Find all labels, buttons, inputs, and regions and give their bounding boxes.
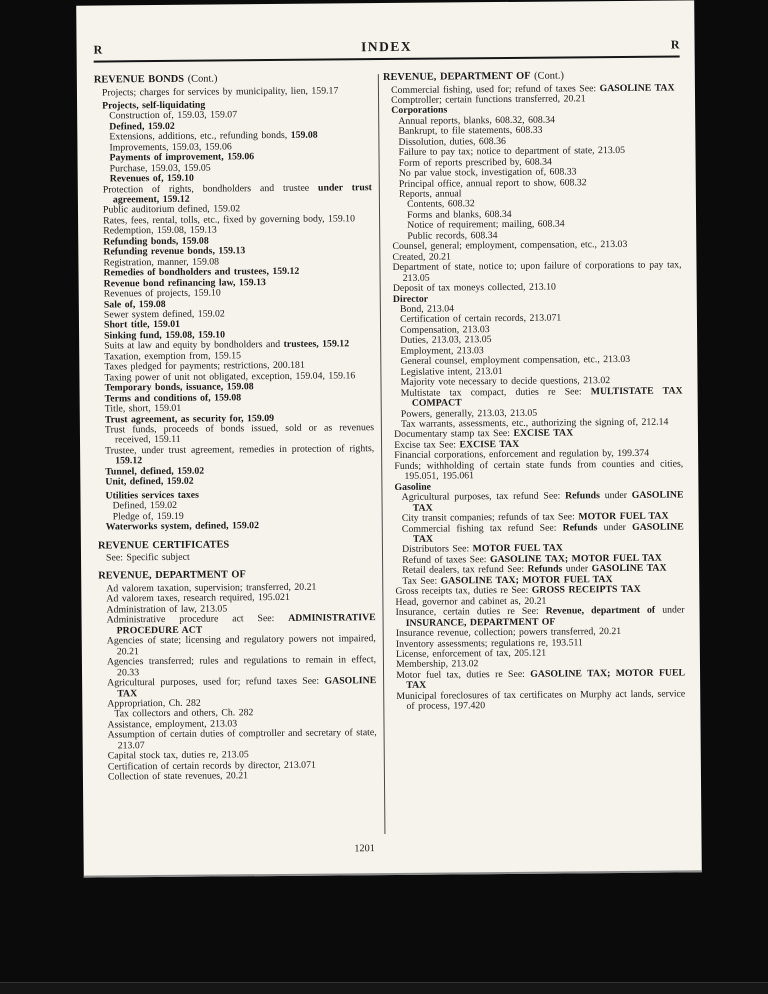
index-heading [98,569,375,583]
entry-text-segment: GASOLINE TAX [412,520,684,545]
entry-text-segment: trustees, 159.12 [283,338,350,351]
running-header [94,36,680,57]
entry-text-segment: Revenues of, 159.10 [109,172,194,185]
index-heading [94,72,371,86]
entry-text-segment: GASOLINE TAX [599,81,675,94]
index-entry [94,86,371,99]
entry-text-segment: Director [392,293,429,305]
entry-text-segment: Refunding revenue bonds, 159.13 [103,245,246,258]
index-entry [387,522,684,545]
entry-text-segment: Revenues of projects, 159.10 [103,287,221,300]
index-entry [99,676,376,699]
entry-text-segment: Public records, 608.34 [407,229,498,242]
entry-text-segment: GASOLINE TAX [117,675,377,699]
entry-text-segment: Trustee, under trust agreement, remedies in protection of rights, [105,443,375,457]
entry-text-segment: Deposit of tax moneys collected, 213.10 [392,281,556,295]
entry-text-segment: Membership, 213.02 [396,658,479,671]
entry-text-segment: Employment, 213.03 [400,344,484,357]
entry-text-segment: EXCISE TAX [513,427,574,440]
entry-text-segment: Form of reports prescribed by, 608.34 [398,156,552,169]
entry-text-segment: Remedies of bondholders and trustees, 159.12 [103,265,300,279]
entry-text-segment: See: Specific subject [105,551,190,564]
entry-text-segment: Taxing power of unit not obligated, exception, 159.04, 159.16 [104,370,356,384]
entry-text-segment: Contents, 608.32 [407,198,475,211]
entry-text-segment: REVENUE BONDS [93,73,185,86]
entry-text-segment: Purchase, 159.03, 159.05 [109,162,211,175]
entry-text-segment: Short title, 159.01 [103,319,181,331]
entry-text-segment: Department of state, notice to; upon failure of corporations to pay tax, 213.05 [392,259,682,284]
entry-text-segment: License, enforcement of tax, 205.121 [395,647,547,660]
entry-text-segment: Waterworks system, defined, 159.02 [105,520,260,533]
entry-text-segment: Construction of, 159.03, 159.07 [109,109,238,122]
entry-text-segment: Reports, annual [398,188,462,200]
index-entry [385,261,682,284]
entry-text-segment: Suits at law and equity by bondholders and [104,339,284,352]
entry-text-segment: Bond, 213.04 [399,303,455,315]
entry-text-segment: Terms and conditions of, 159.08 [104,391,242,405]
entry-text-segment: Payments of improvement, 159.06 [109,151,255,164]
right-column [383,69,685,712]
index-heading [98,538,375,552]
entry-text-segment: Pledge of, 159.19 [112,510,184,523]
entry-text-segment: Inventory assessments; regulations re, 193.511 [395,636,583,650]
entry-text-segment: Ad valorem taxation, supervision; transferred, 20.21 [106,581,317,595]
entry-text-segment: Defined, 159.02 [109,120,175,133]
entry-text-segment: Funds; withholding of certain state funds from counties and cities, 195.051, 195.061 [394,458,684,483]
entry-text-segment: Failure to pay tax; notice to department of state, 213.05 [398,145,626,159]
entry-text-segment: Assistance, employment, 213.03 [107,718,238,731]
entry-text-segment: MULTISTATE TAX COMPACT [411,385,683,409]
entry-text-segment: Tunnel, defined, 159.02 [105,465,205,478]
entry-text-segment: Tax See: [402,575,441,587]
entry-text-segment: Motor fuel tax, duties re See: [396,668,531,681]
entry-text-segment: Extensions, additions, etc., refunding bonds, [109,130,291,143]
entry-text-segment: under [597,521,633,533]
entry-text-segment: Refunding bonds, 159.08 [103,235,209,248]
entry-text-segment: Projects, self-liquidating [102,99,206,112]
index-entry [98,520,375,533]
entry-text-segment: REVENUE, DEPARTMENT OF [98,569,246,583]
entry-text-segment: Revenue, department of [545,604,656,617]
entry-text-segment: Insurance, certain duties re See: [395,605,546,619]
entry-text-segment: Public auditorium defined, 159.02 [102,203,241,216]
index-entry [98,551,375,564]
entry-text-segment: Improvements, 159.03, 159.06 [109,141,232,154]
entry-text-segment: Duties, 213.03, 213.05 [400,334,492,347]
entry-text-segment: REVENUE CERTIFICATES [97,538,230,552]
entry-text-segment: Registration, manner, 159.08 [103,256,220,269]
entry-text-segment: Certification of certain records, 213.071 [400,312,562,326]
entry-text-segment: Ad valorem taxes, research required, 195.021 [106,592,290,605]
entry-text-segment: under [655,604,685,616]
left-column [94,72,377,783]
entry-text-segment: 159.08 [290,129,318,142]
entry-text-segment: under [599,490,632,502]
entry-text-segment: Powers, generally, 213.03, 213.05 [400,407,538,420]
entry-text-segment: Compensation, 213.03 [400,324,490,336]
entry-text-segment: GASOLINE TAX; MOTOR FUEL TAX [406,667,686,692]
entry-text-segment: GASOLINE TAX; MOTOR FUEL TAX [440,573,613,587]
scanned-page [76,0,702,877]
entry-text-segment: No par value stock, investigation of, 608.33 [398,166,577,180]
entry-text-segment: (Cont.) [184,73,218,85]
entry-text-segment: Bankrupt, to file statements, 608.33 [398,124,543,138]
entry-text-segment: Gross receipts tax, duties re See: [395,585,532,598]
entry-text-segment: Majority vote necessary to decide questions, 213.02 [400,375,611,389]
entry-text-segment: Protection of rights, bondholders and trustee [102,182,319,196]
entry-text-segment: Revenue bond refinancing law, 159.13 [103,276,266,290]
entry-text-segment: Gasoline [394,481,432,493]
entry-text-segment: Refunds [527,563,563,576]
index-entry [386,386,683,409]
entry-text-segment: Distributors See: [402,543,473,556]
entry-text-segment: Assumption of certain duties of comptroller and secretary of state, 213.07 [107,727,377,752]
entry-text-segment: Sinking fund, 159.08, 159.10 [104,329,226,342]
header-letter-right: R [670,37,680,52]
entry-text-segment: Redemption, 159.08, 159.13 [103,224,217,237]
entry-text-segment: Dissolution, duties, 608.36 [398,135,506,148]
entry-text-segment: Forms and blanks, 608.34 [407,208,512,221]
entry-text-segment: Tax warrants, assessments, etc., authorizing the signing of, 212.14 [400,416,669,430]
entry-text-segment: City transit companies; refunds of tax See: [401,511,579,524]
entry-text-segment: Administration of law, 213.05 [106,603,228,616]
index-entry [388,606,685,629]
entry-text-segment: Refunds [565,490,600,502]
index-entry [100,728,377,751]
index-entry [386,459,683,482]
scanner-bed-strip [0,982,768,994]
entry-text-segment: Collection of state revenues, 20.21 [107,770,249,783]
entry-text-segment: Projects; charges for services by municipality, lien, 159.17 [101,84,339,98]
entry-text-segment: Counsel, general; employment, compensation, etc., 213.03 [392,239,628,253]
entry-text-segment: Principal office, annual report to show, 608.32 [398,176,587,190]
entry-text-segment: Taxation, exemption from, 159.15 [104,350,242,363]
entry-text-segment: Utilities services taxes [105,489,199,502]
entry-text-segment: Title, short, 159.01 [104,402,182,415]
page-number: 1201 [354,843,375,855]
entry-text-segment: Corporations [391,104,448,117]
entry-text-segment: Excise tax See: [394,439,460,451]
entry-text-segment: Comptroller; certain functions transferred, 20.21 [391,93,586,106]
entry-text-segment: Certification of certain records by director, 213.071 [107,759,316,773]
entry-text-segment: Retail dealers, tax refund See: [402,564,528,577]
entry-text-segment: Municipal foreclosures of tax certificates on Murphy act lands, service of process, 197.420 [396,688,686,713]
entry-text-segment: Taxes pledged for payments; restrictions, 200.181 [104,360,305,373]
index-columns [94,69,686,783]
page-title: INDEX [360,38,413,55]
entry-text-segment: under trust agreement, 159.12 [112,181,372,206]
entry-text-segment: General counsel, employment compensation, etc., 213.03 [400,354,631,368]
entry-text-segment: Sale of, 159.08 [103,298,166,311]
entry-text-segment: Capital stock tax, duties re, 213.05 [107,749,249,762]
entry-text-segment: GASOLINE TAX [412,489,684,514]
header-letter-left: R [93,42,103,57]
entry-text-segment: Appropriation, Ch. 282 [107,697,201,710]
index-entry [95,183,372,206]
entry-text-segment: Legislative intent, 213.01 [400,365,503,378]
entry-text-segment: Commercial fishing, used for; refund of taxes See: [391,82,600,96]
entry-text-segment: Created, 20.21 [392,251,451,263]
entry-text-segment: ADMINISTRATIVE PROCEDURE ACT [116,612,376,637]
index-entry [97,444,374,467]
entry-text-segment: REVENUE, DEPARTMENT OF [382,70,531,84]
entry-text-segment: Sewer system defined, 159.02 [103,308,225,321]
entry-text-segment: Temporary bonds, issuance, 159.08 [104,381,254,394]
entry-text-segment: Defined, 159.02 [112,500,178,512]
index-entry [100,770,377,783]
entry-text-segment: Agencies transferred; rules and regulations to remain in effect, 20.33 [106,654,377,678]
entry-text-segment: Head, governor and cabinet as, 20.21 [395,595,547,608]
entry-text-segment: under [562,563,592,575]
entry-text-segment: INSURANCE, DEPARTMENT OF [405,616,556,629]
entry-text-segment: Agricultural purposes, tax refund See: [401,490,566,504]
entry-text-segment: Financial corporations, enforcement and regulation by, 199.374 [394,448,650,462]
entry-text-segment: (Cont.) [530,70,564,82]
entry-text-segment: Agricultural purposes, used for; refund taxes See: [107,675,325,689]
entry-text-segment: Notice of requirement; mailing, 608.34 [407,218,565,232]
entry-text-segment: Refunds [562,521,598,534]
entry-text-segment: Documentary stamp tax See: [394,428,514,441]
entry-text-segment: GROSS RECEIPTS TAX [531,584,641,597]
entry-text-segment: EXCISE TAX [459,438,520,451]
entry-text-segment: Multistate tax compact, duties re See: [400,385,591,399]
entry-text-segment: Refund of taxes See: [402,554,491,566]
entry-text-segment: Commercial fishing tax refund See: [401,522,563,535]
entry-text-segment: Tax collectors and others, Ch. 282 [114,707,254,720]
entry-text-segment: MOTOR FUEL TAX [578,510,669,523]
page-content [76,0,701,783]
entry-text-segment: MOTOR FUEL TAX [472,542,563,555]
index-entry [97,475,374,488]
entry-text-segment: Annual reports, blanks, 608.32, 608.34 [398,114,556,127]
entry-text-segment: Administrative procedure act See: [106,613,289,626]
entry-text-segment: GASOLINE TAX; MOTOR FUEL TAX [489,552,662,566]
entry-text-segment: Rates, fees, rental, tolls, etc., fixed by governing body, 159.10 [103,213,355,227]
entry-text-segment: Trust funds, proceeds of bonds issued, sold or as revenues received, 159.11 [104,422,375,446]
entry-text-segment: Agencies of state; licensing and regulatory powers not impaired, 20.21 [106,633,376,658]
entry-text-segment: Trust agreement, as security for, 159.09 [104,412,275,426]
entry-text-segment: Unit, defined, 159.02 [105,475,194,488]
entry-text-segment: Insurance revenue, collection; powers transferred, 20.21 [395,626,622,640]
entry-text-segment: GASOLINE TAX [591,562,667,575]
index-entry [388,689,685,712]
entry-text-segment: 159.12 [115,455,143,467]
